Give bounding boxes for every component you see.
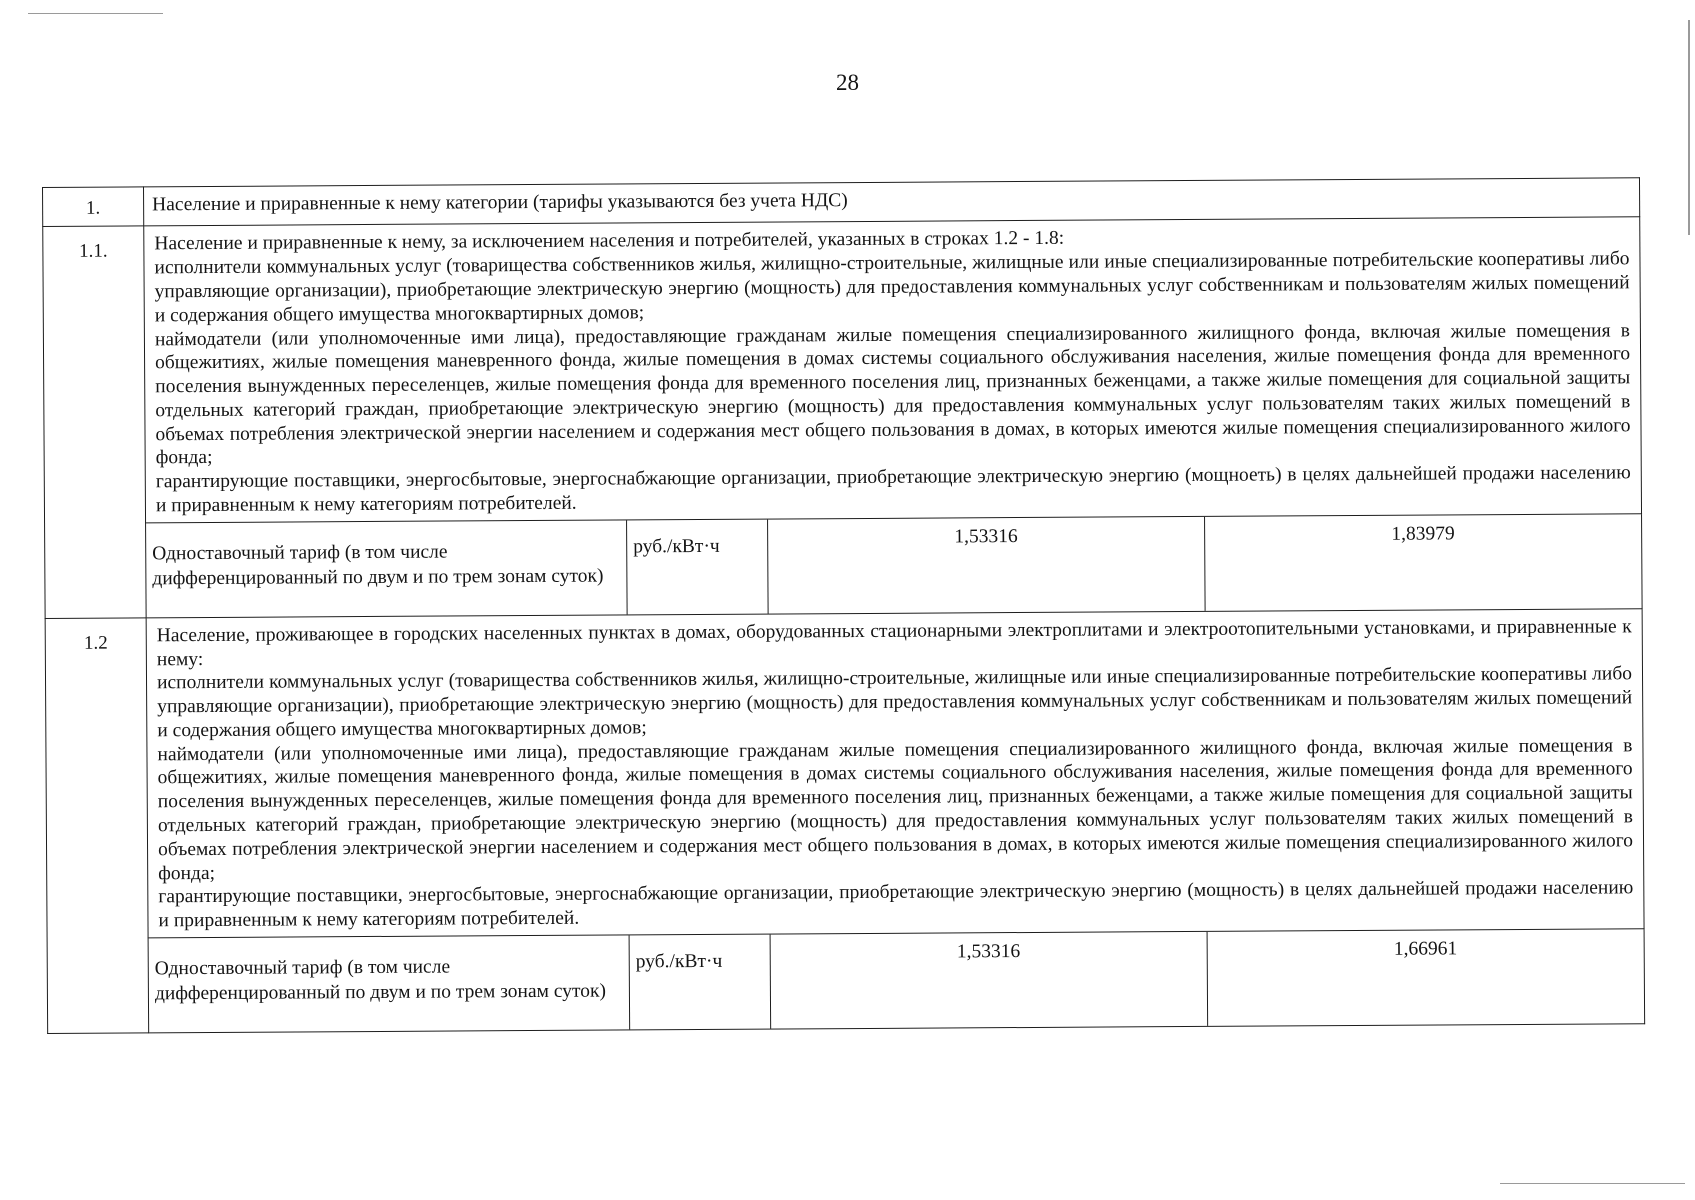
row-description-line: гарантирующие поставщики, энергосбытовые, энергоснабжающие организации, приобретающие электрическую энергию (мощность) в целях дальнейшей продажи населению и приравненным к нему категориям потребителей. — [158, 877, 1634, 932]
table-row — [45, 608, 1644, 938]
tariff-unit: руб./кВт·ч — [629, 934, 771, 1029]
row-description-line: Население, проживающее в городских населенных пунктах в домах, оборудованных стационарными электроплитами и электроотопительными установками, и приравненные к нему: — [156, 616, 1632, 670]
section-number: 1. — [43, 187, 144, 227]
tariff-cell-group — [148, 929, 1645, 1033]
row-description-line: наймодатели (или уполномоченные ими лица), предоставляющие гражданам жилые помещения специализированного жилищного фонда, включая жилые помещения в общежитиях, жилые помещения маневренного фонда, жилые помещения в домах системы социального обслуживания населения, жилые помещения фонда для временного поселения вынужденных переселенцев, жилые помещения фонда для временного поселения лиц, признанных беженцами, а также жилые помещения для социальной защиты отдельных категорий граждан, приобретающие электрическую энергию (мощность) для предоставления коммунальных услуг пользователям таких жилых помещений в объемах потребления электрической энергии населением и содержания мест общего пользования в домах, в которых имеются жилые помещения специализированного жилого фонда; — [157, 734, 1634, 884]
tariff-unit: руб./кВт·ч — [627, 519, 769, 614]
page-number: 28 — [836, 70, 859, 95]
table-row — [43, 217, 1642, 523]
tariff-value-first-half: 1,53316 — [770, 932, 1207, 1029]
tariff-value-first-half: 1,53316 — [768, 517, 1205, 614]
row-number: 1.1. — [43, 226, 146, 618]
row-description-line: наймодатели (или уполномоченные ими лица), предоставляющие гражданам жилые помещения специализированного жилищного фонда, включая жилые помещения в общежитиях, жилые помещения маневренного фонда, жилые помещения в домах системы социального обслуживания населения, жилые помещения фонда для временного поселения вынужденных переселенцев, жилые помещения фонда для временного поселения лиц, признанных беженцами, а также жилые помещения для социальной защиты отдельных категорий граждан, приобретающие электрическую энергию (мощность) для предоставления коммунальных услуг пользователям таких жилых помещений в объемах потребления электрической энергии населением и содержания мест общего пользования в домах, в которых имеются жилые помещения специализированного жилого фонда; — [154, 319, 1631, 469]
row-number: 1.2 — [45, 618, 149, 1034]
table-row-tariff — [47, 929, 1645, 1034]
tariff-value-second-half: 1,83979 — [1204, 514, 1641, 611]
scan-edge-mark-bottom — [1500, 1183, 1685, 1184]
row-description-line: исполнители коммунальных услуг (товарищества собственников жилья, жилищно-строительные, жилищные или иные специализированные потребительские кооперативы либо управляющие организации), приобретающие электрическую энергию (мощность) для предоставления коммунальных услуг собственникам и пользователям жилых помещений и содержания общего имущества многоквартирных домов; — [154, 248, 1630, 327]
row-description — [144, 217, 1642, 523]
tariff-name: Одноставочный тариф (в том числе дифференцированный по двум и по трем зонам суток) — [149, 935, 630, 1032]
tariff-table-grid — [42, 177, 1645, 1034]
tariff-name: Одноставочный тариф (в том числе дифференцированный по двум и по трем зонам суток) — [146, 520, 627, 617]
tariff-table — [42, 177, 1645, 1034]
tariff-cell-group — [146, 513, 1643, 617]
scan-edge-mark-top — [28, 13, 163, 14]
scan-edge-mark-right — [1688, 20, 1690, 235]
row-description — [146, 608, 1644, 937]
section-title: Население и приравненные к нему категории (тарифы указываются без учета НДС) — [144, 178, 1640, 227]
tariff-value-second-half: 1,66961 — [1207, 929, 1644, 1026]
row-description-line: гарантирующие поставщики, энергосбытовые, энергоснабжающие организации, приобретающие электрическую энергию (мощноеть) в целях дальнейшей продажи населению и приравненным к нему категориям потребителей. — [155, 462, 1631, 517]
row-description-line: Население и приравненные к нему, за исключением населения и потребителей, указанных в строках 1.2 - 1.8: — [154, 228, 1065, 255]
table-row-tariff — [45, 513, 1643, 618]
tariff-subtable — [149, 929, 1645, 1032]
tariff-subtable — [146, 514, 1642, 617]
row-description-line: исполнители коммунальных услуг (товарищества собственников жилья, жилищно-строительные, жилищные или иные специализированные потребительские кооперативы либо управляющие организации), приобретающие электрическую энергию (мощность) для предоставления коммунальных услуг собственникам и пользователям жилых помещений и содержания общего имущества многоквартирных домов; — [156, 663, 1633, 742]
